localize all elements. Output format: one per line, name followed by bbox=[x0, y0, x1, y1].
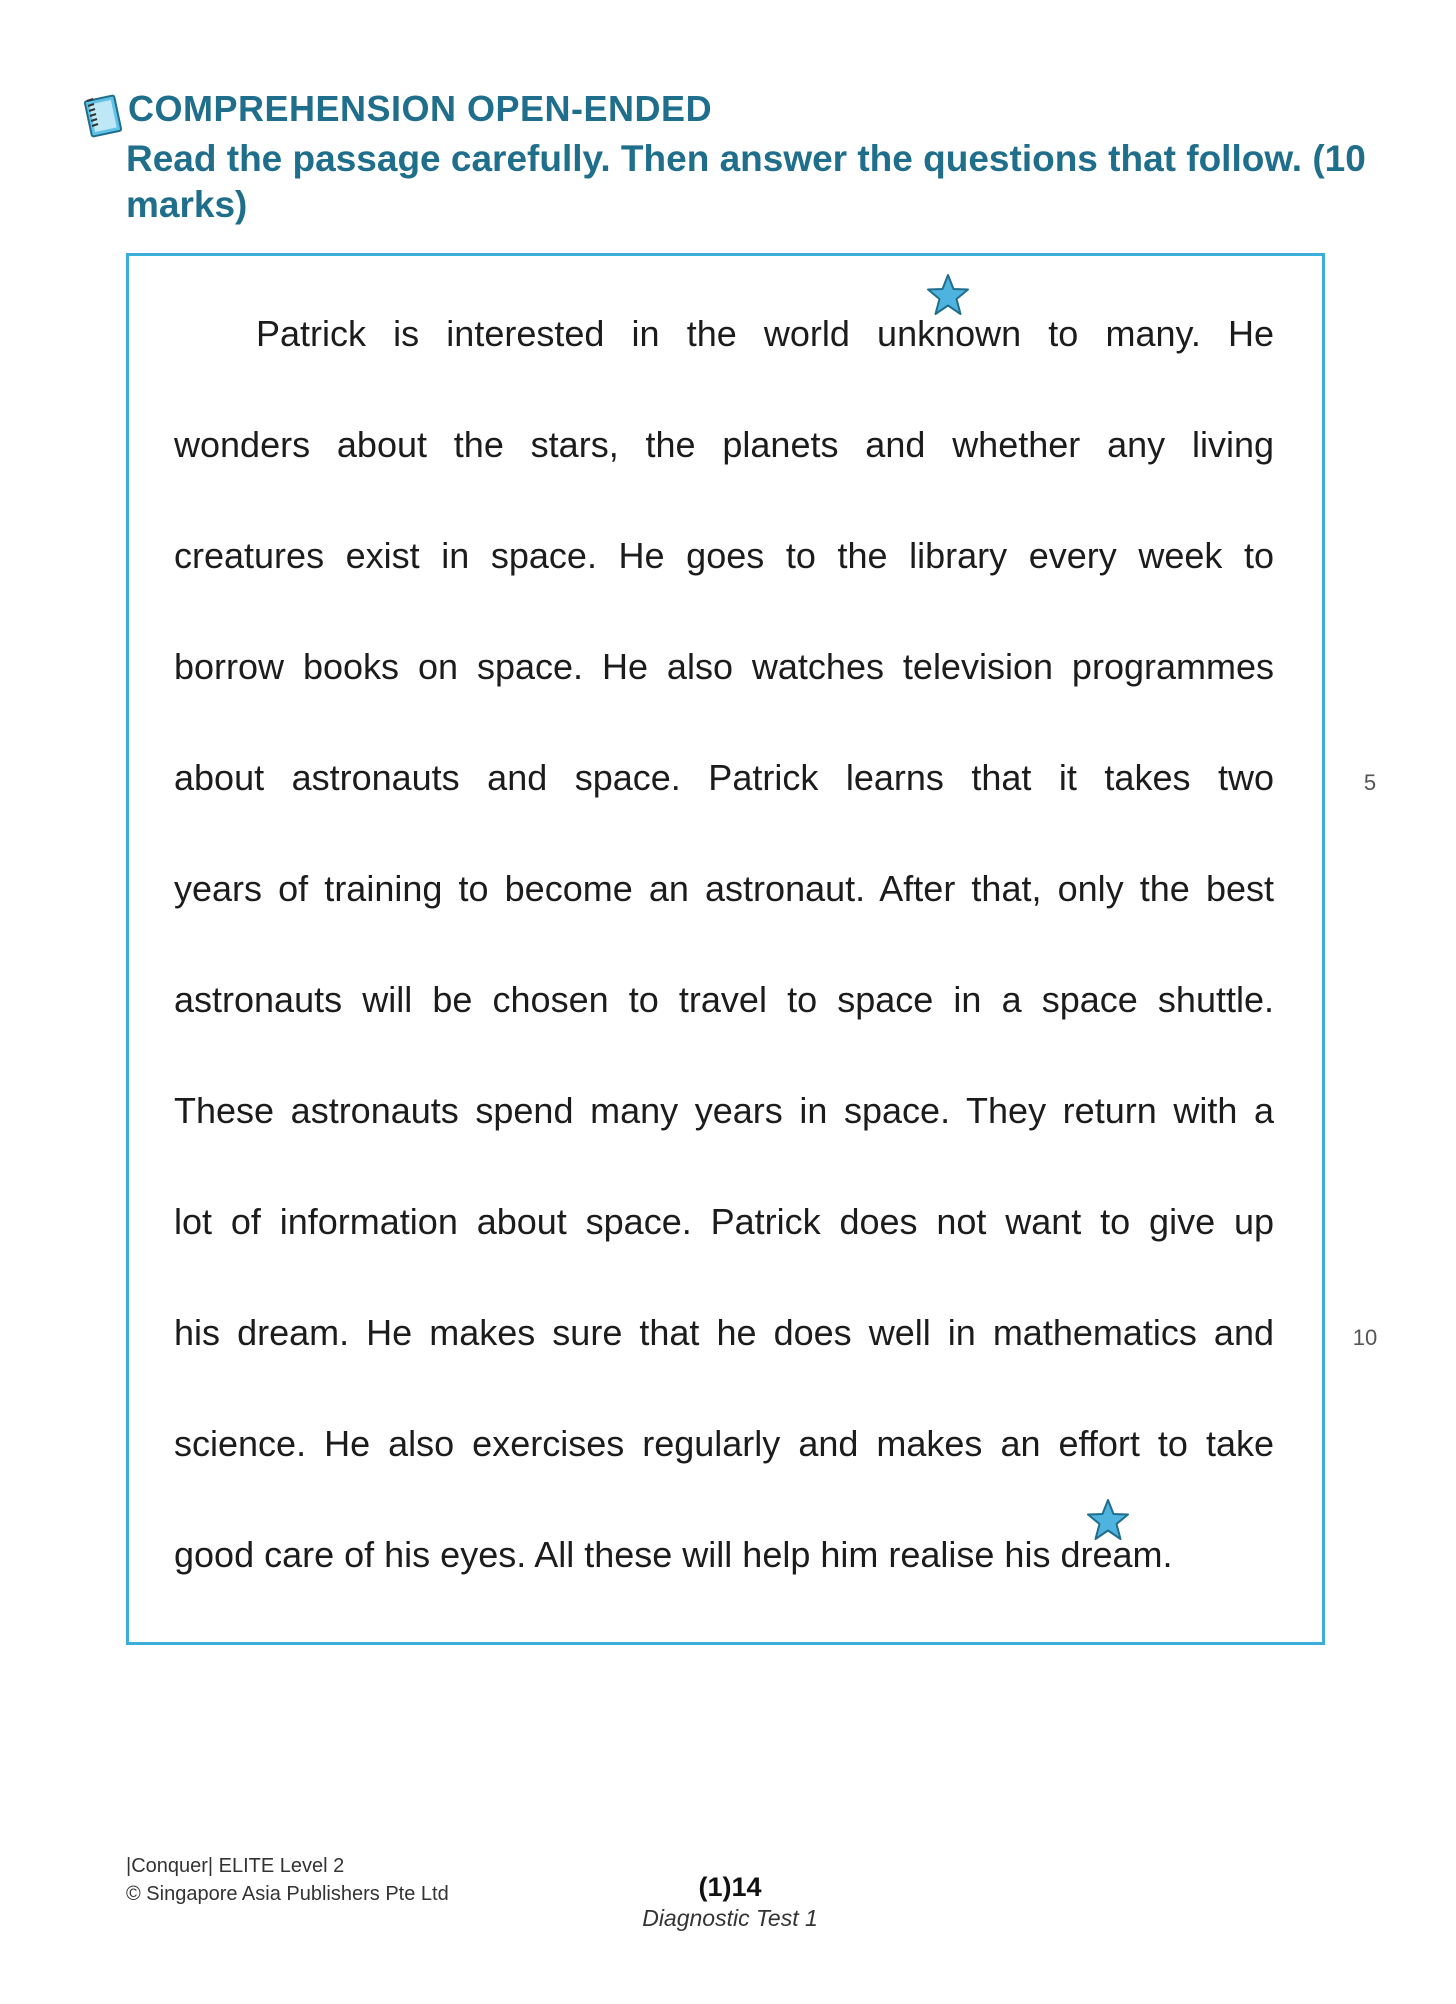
star-icon bbox=[924, 272, 972, 320]
test-name: Diagnostic Test 1 bbox=[642, 1905, 818, 1931]
line-number-10: 10 bbox=[1352, 1325, 1378, 1350]
star-icon bbox=[1084, 1497, 1132, 1545]
passage-line: wonders about the stars, the planets and whether any living bbox=[174, 424, 1274, 465]
passage-line: astronauts will be chosen to travel to space in a space shuttle. bbox=[174, 979, 1274, 1020]
instruction-text: Read the passage carefully. Then answer the questions that follow. (10 marks) bbox=[126, 138, 1366, 225]
section-title: COMPREHENSION OPEN-ENDED bbox=[128, 88, 713, 129]
passage-line: Patrick is interested in the world unknown to many. He bbox=[256, 313, 1274, 354]
passage-line: borrow books on space. He also watches television programmes bbox=[174, 646, 1274, 687]
page-number: (1)14 bbox=[698, 1872, 762, 1902]
passage-line: years of training to become an astronaut. After that, only the best bbox=[174, 868, 1274, 909]
footer-publisher bbox=[126, 1852, 449, 1908]
book-title: |Conquer| ELITE Level 2 bbox=[126, 1855, 345, 1877]
passage-line: science. He also exercises regularly and makes an effort to take bbox=[174, 1423, 1274, 1464]
notebook-icon bbox=[80, 92, 126, 138]
line-number-5: 5 bbox=[1363, 770, 1377, 795]
passage-line: his dream. He makes sure that he does well in mathematics and bbox=[174, 1312, 1274, 1353]
passage-line: creatures exist in space. He goes to the library every week to bbox=[174, 535, 1274, 576]
passage-line: These astronauts spend many years in space. They return with a bbox=[174, 1090, 1274, 1131]
copyright-text: © Singapore Asia Publishers Pte Ltd bbox=[126, 1883, 449, 1905]
passage-line: about astronauts and space. Patrick learns that it takes two bbox=[174, 757, 1274, 798]
footer-page-info bbox=[580, 1872, 880, 1932]
passage-line: good care of his eyes. All these will help him realise his dream. bbox=[174, 1534, 1173, 1575]
passage-line: lot of information about space. Patrick does not want to give up bbox=[174, 1201, 1274, 1242]
